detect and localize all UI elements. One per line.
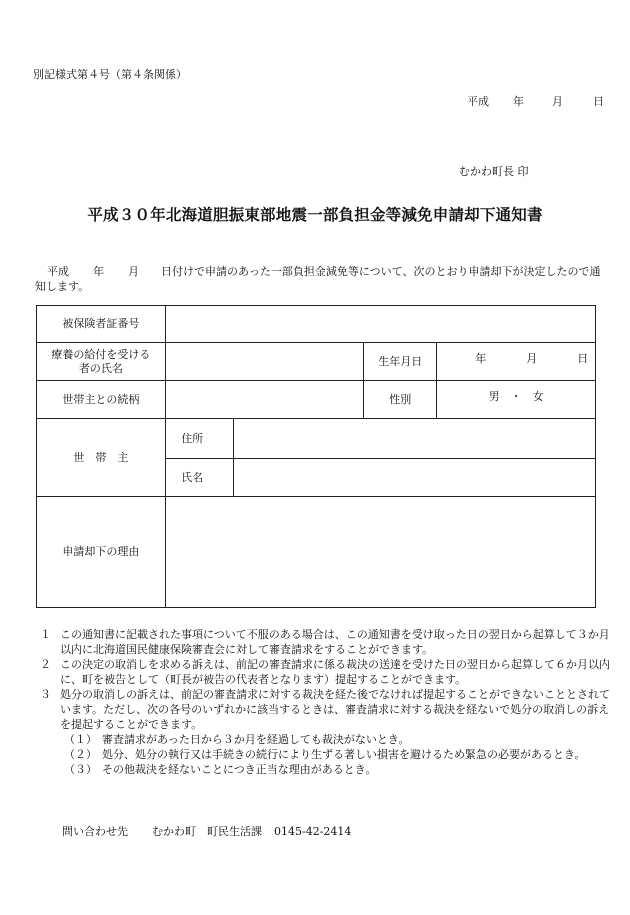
- insured-number-label: 被保険者証番号: [37, 306, 166, 343]
- application-table: [36, 305, 596, 608]
- date-era: 平成: [467, 95, 489, 108]
- note-text: この通知書に記載された事項について不服のある場合は、この通知書を受け取った日の翌日から起算して３か月以内に北海道国民健康保険審査会に対して審査請求をすることができます。: [60, 628, 610, 656]
- birthdate-month: 月: [526, 352, 538, 365]
- relation-value: [165, 381, 364, 419]
- note-item: [40, 657, 610, 687]
- relation-label: 世帯主との続柄: [37, 381, 166, 419]
- contact-org: むかわ町 町民生活課: [152, 825, 262, 838]
- intro-text: 日付けで申請のあった一部負担金減免等について、次のとおり申請却下が決定したので通知します。: [35, 265, 601, 293]
- contact-phone: 0145-42-2414: [274, 825, 352, 838]
- birthdate-value: [437, 343, 596, 381]
- subnote-item: [40, 732, 610, 747]
- reason-label: 申請却下の理由: [37, 497, 166, 608]
- date-day: 日: [593, 95, 604, 108]
- sex-options: 男 ・ 女: [437, 381, 596, 419]
- contact-info: [62, 823, 351, 839]
- subnote-text: その他裁決を経ないことにつき正当な理由があるとき。: [102, 763, 377, 776]
- intro-year: 年: [93, 265, 104, 278]
- note-text: 処分の取消しの訴えは、前記の審査請求に対する裁決を経た後でなければ提起することができないこととされています。ただし、次の各号のいずれかに該当するときは、審査請求に対する裁決を経ないで処分の取消しの訴えを提起することができます。: [60, 688, 610, 731]
- intro-paragraph: [35, 264, 605, 294]
- note-text: この決定の取消しを求める訴えは、前記の審査請求に係る裁決の送達を受けた日の翌日から起算して６か月以内に、町を被告として（町長が被告の代表者となります）提起することができます。: [60, 658, 610, 686]
- document-title: 平成３０年北海道胆振東部地震一部負担金等減免申請却下通知書: [87, 206, 543, 224]
- note-number: ２: [40, 658, 51, 671]
- birthdate-day: 日: [577, 352, 589, 365]
- patient-name-label-line1: 療養の給付を受ける: [51, 347, 151, 361]
- form-number: 別記様式第４号（第４条関係）: [33, 68, 187, 81]
- intro-month: 月: [128, 265, 139, 278]
- note-item: [40, 687, 610, 732]
- patient-name-label: [37, 343, 166, 381]
- address-label: 住所: [165, 419, 233, 459]
- insured-number-value: [165, 306, 595, 343]
- note-number: １: [40, 628, 51, 641]
- subnote-item: [40, 747, 610, 762]
- reason-value: [165, 497, 595, 608]
- notes-section: [40, 627, 610, 777]
- seal-mark: 印: [517, 165, 529, 178]
- note-item: [40, 627, 610, 657]
- contact-label: 問い合わせ先: [62, 825, 128, 838]
- subnote-text: 処分、処分の執行又は手続きの続行により生ずる著しい損害を避けるため緊急の必要があるとき。: [102, 748, 586, 761]
- subnote-item: [40, 762, 610, 777]
- birthdate-label: 生年月日: [364, 343, 437, 381]
- date-month: 月: [552, 95, 563, 108]
- subnote-text: 審査請求があった日から３か月を経過しても裁決がないとき。: [102, 733, 410, 746]
- patient-name-label-line2: 者の氏名: [78, 361, 123, 375]
- date-year: 年: [513, 95, 524, 108]
- birthdate-year: 年: [475, 352, 487, 365]
- householder-label: 世 帯 主: [37, 419, 166, 497]
- intro-era: 平成: [47, 265, 69, 278]
- address-value: [233, 419, 595, 459]
- note-number: ３: [40, 688, 51, 701]
- sex-label: 性別: [364, 381, 437, 419]
- issuer: [459, 163, 529, 179]
- document-date: [467, 93, 604, 109]
- issuer-name: むかわ町長: [459, 165, 514, 178]
- name-value: [233, 459, 595, 497]
- name-label: 氏名: [165, 459, 233, 497]
- patient-name-value: [165, 343, 364, 381]
- subnote-number: （３）: [64, 763, 97, 776]
- subnote-number: （２）: [64, 748, 97, 761]
- subnote-number: （１）: [64, 733, 97, 746]
